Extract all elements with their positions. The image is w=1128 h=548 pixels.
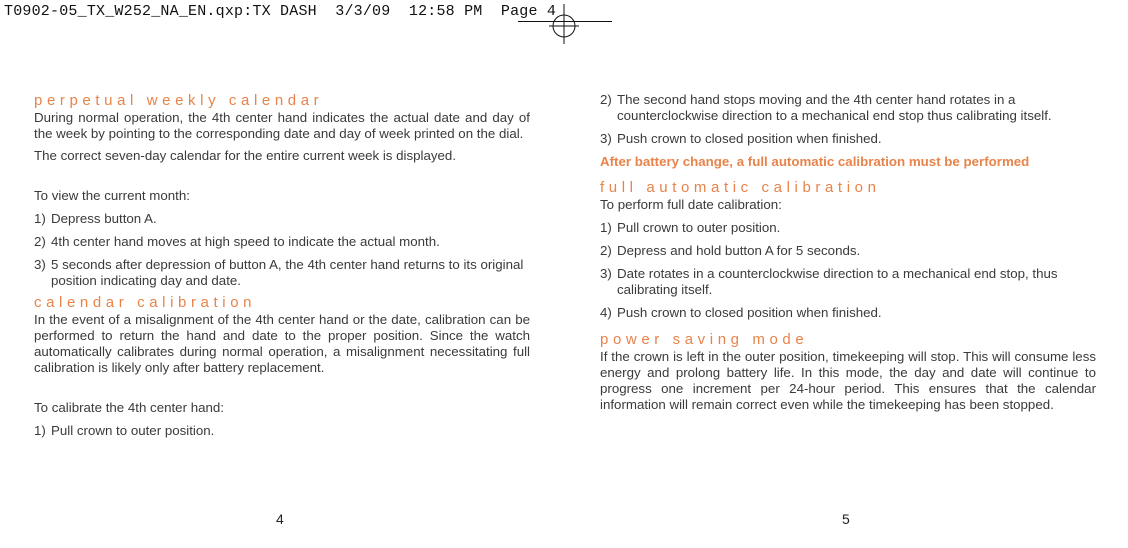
print-slug: T0902-05_TX_W252_NA_EN.qxp:TX DASH 3/3/09 12:58 PM Page 4 [4, 3, 557, 20]
power-saving-heading: power saving mode [600, 331, 809, 348]
power-saving-paragraph: If the crown is left in the outer position, timekeeping will stop. This will consume less energy and prolong battery life. In this mode, the day and date will continue to progress one increment per 24-hour period. This ensures that the calendar information will remain correct even while the timekeeping has been stopped. [600, 349, 1096, 412]
view-month-intro: To view the current month: [34, 188, 190, 203]
list-item: 1) Pull crown to outer position. [600, 220, 781, 235]
page-number-right: 5 [842, 511, 850, 527]
perpetual-calendar-heading: perpetual weekly calendar [34, 92, 324, 109]
full-calibration-steps [600, 220, 1096, 321]
calibrate-hand-steps [34, 423, 530, 439]
continued-steps [600, 92, 1096, 147]
perpetual-paragraph-2: The correct seven-day calendar for the entire current week is displayed. [34, 148, 457, 163]
battery-warning: After battery change, a full automatic calibration must be performed [600, 154, 1030, 169]
left-page [34, 92, 530, 446]
list-item: 3) Push crown to closed position when finished. [600, 131, 882, 146]
list-item: 1) Depress button A. [34, 211, 157, 226]
view-month-steps [34, 211, 530, 289]
calendar-calibration-heading: calendar calibration [34, 294, 257, 311]
list-item: 3) 5 seconds after depression of button A, the 4th center hand returns to its original position indicating day and date. [34, 257, 524, 288]
calibration-paragraph: In the event of a misalignment of the 4th center hand or the date, calibration can be performed to return the hand and date to the proper position. Since the watch automatically calibrates during normal operation, a misalignment necessitating full calibration is likely only after battery replacement. [34, 312, 530, 375]
list-item: 2) 4th center hand moves at high speed to indicate the actual month. [34, 234, 440, 249]
list-item: 4) Push crown to closed position when finished. [600, 305, 882, 320]
registration-mark-icon [549, 4, 579, 44]
right-page [600, 92, 1096, 413]
list-item: 3) Date rotates in a counterclockwise direction to a mechanical end stop, thus calibrating itself. [600, 266, 1058, 297]
list-item: 2) The second hand stops moving and the 4th center hand rotates in a counterclockwise direction to a mechanical end stop thus calibrating itself. [600, 92, 1052, 123]
list-item: 1) Pull crown to outer position. [34, 423, 215, 438]
full-automatic-calibration-heading: full automatic calibration [600, 179, 881, 196]
page-number-left: 4 [276, 511, 284, 527]
calibrate-hand-intro: To calibrate the 4th center hand: [34, 400, 224, 415]
perpetual-paragraph-1: During normal operation, the 4th center hand indicates the actual date and day of the week by pointing to the corresponding date and day of week printed on the dial. [34, 110, 530, 141]
list-item: 2) Depress and hold button A for 5 seconds. [600, 243, 861, 258]
full-calibration-intro: To perform full date calibration: [600, 197, 782, 212]
